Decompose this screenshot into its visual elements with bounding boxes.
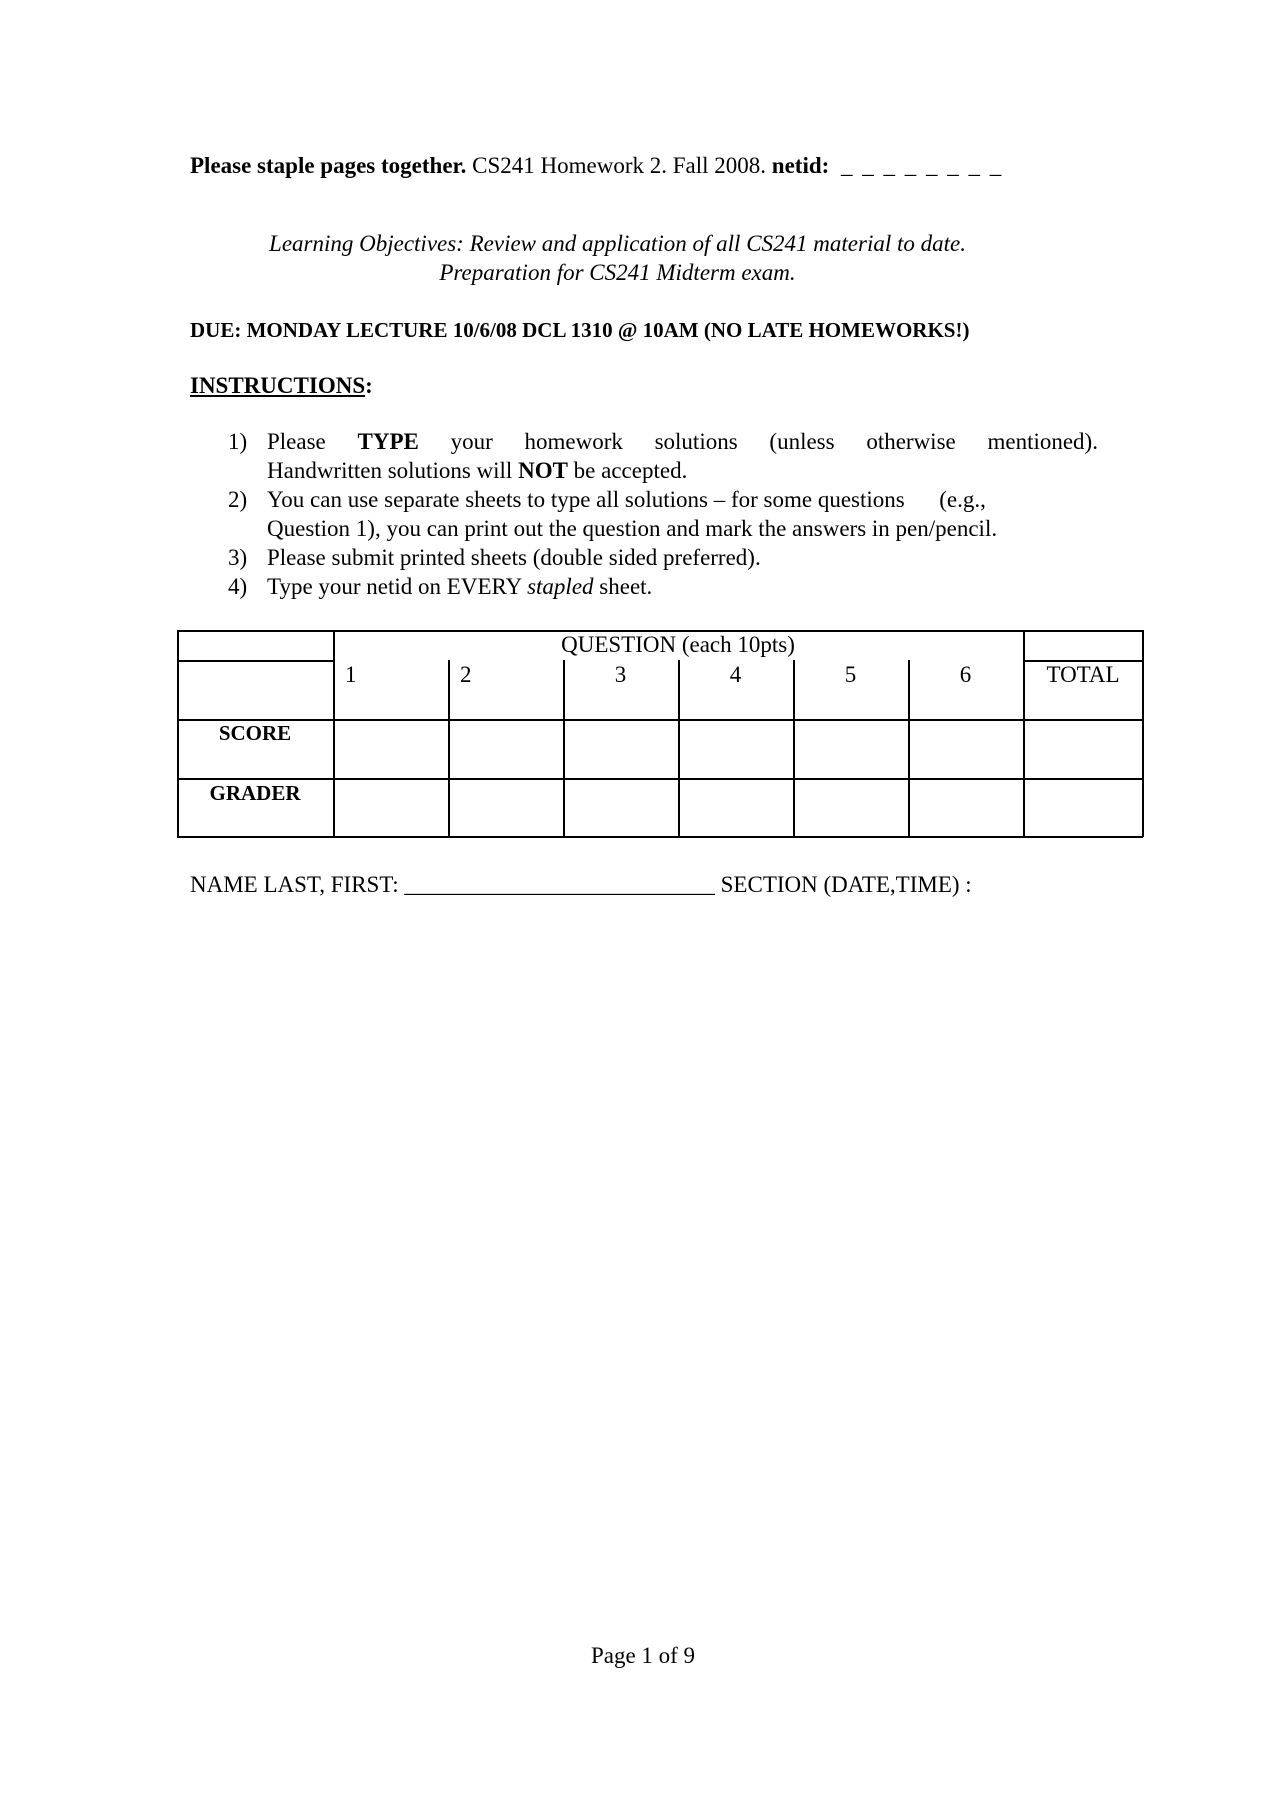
word: TYPE bbox=[357, 429, 419, 454]
column-label-5: 5 bbox=[844, 662, 857, 687]
name-section-line: NAME LAST, FIRST: ___________________________ SECTION (DATE,TIME) : bbox=[190, 872, 972, 897]
instructions-heading-colon: : bbox=[365, 373, 373, 398]
word: solutions bbox=[654, 429, 738, 454]
table-line bbox=[177, 778, 1143, 780]
word: homework bbox=[524, 429, 623, 454]
instruction-3-line-1: Please submit printed sheets (double sided preferred). bbox=[267, 545, 761, 570]
netid-blanks: _ _ _ _ _ _ _ _ bbox=[841, 153, 1004, 178]
objectives-line-2: Preparation for CS241 Midterm exam. bbox=[439, 260, 796, 285]
text: sheet. bbox=[593, 574, 653, 599]
table-line bbox=[177, 660, 333, 662]
header-line bbox=[190, 153, 1003, 179]
word: otherwise bbox=[866, 429, 956, 454]
table-header: QUESTION (each 10pts) bbox=[561, 632, 795, 657]
instruction-1-line-1 bbox=[267, 429, 1098, 455]
column-label-3: 3 bbox=[614, 662, 627, 687]
course-title: CS241 Homework 2. Fall 2008. bbox=[472, 153, 767, 178]
instruction-4-line-1 bbox=[267, 574, 1098, 600]
word: (unless bbox=[769, 429, 835, 454]
text: be accepted. bbox=[567, 458, 688, 483]
instruction-2-number: 2) bbox=[228, 487, 248, 512]
instructions-heading-text: INSTRUCTIONS bbox=[190, 373, 366, 398]
instruction-2-line-1: You can use separate sheets to type all solutions – for some questions (e.g., bbox=[267, 487, 986, 512]
staple-notice: Please staple pages together. bbox=[190, 153, 467, 178]
column-label-1: 1 bbox=[345, 662, 357, 687]
instructions-heading bbox=[190, 373, 373, 399]
column-label-6: 6 bbox=[959, 662, 972, 687]
table-line bbox=[177, 836, 1143, 838]
instruction-1-number: 1) bbox=[228, 429, 248, 454]
column-label-4: 4 bbox=[729, 662, 742, 687]
table-line bbox=[448, 660, 450, 837]
table-line bbox=[333, 630, 335, 837]
text-bold: NOT bbox=[518, 458, 568, 483]
column-label-total: TOTAL bbox=[1046, 662, 1120, 687]
text: Type your netid on EVERY bbox=[267, 574, 528, 599]
word: Please bbox=[267, 429, 326, 454]
instruction-4-number: 4) bbox=[228, 574, 248, 599]
instruction-1-line-2 bbox=[267, 458, 1098, 484]
word: your bbox=[450, 429, 493, 454]
netid-label: netid: bbox=[771, 153, 830, 178]
page-number: Page 1 of 9 bbox=[590, 1643, 696, 1668]
row-label-grader: GRADER bbox=[209, 781, 301, 805]
text: Handwritten solutions will bbox=[267, 458, 519, 483]
due-date: DUE: MONDAY LECTURE 10/6/08 DCL 1310 @ 10AM (NO LATE HOMEWORKS!) bbox=[190, 318, 970, 342]
row-label-score: SCORE bbox=[218, 721, 292, 745]
text-italic: stapled bbox=[527, 574, 594, 599]
word: mentioned). bbox=[987, 429, 1098, 454]
column-label-2: 2 bbox=[460, 662, 472, 687]
objectives-line-1: Learning Objectives: Review and application of all CS241 material to date. bbox=[269, 231, 966, 256]
instruction-2-line-2: Question 1), you can print out the question and mark the answers in pen/pencil. bbox=[267, 516, 998, 541]
instruction-3-number: 3) bbox=[228, 545, 248, 570]
